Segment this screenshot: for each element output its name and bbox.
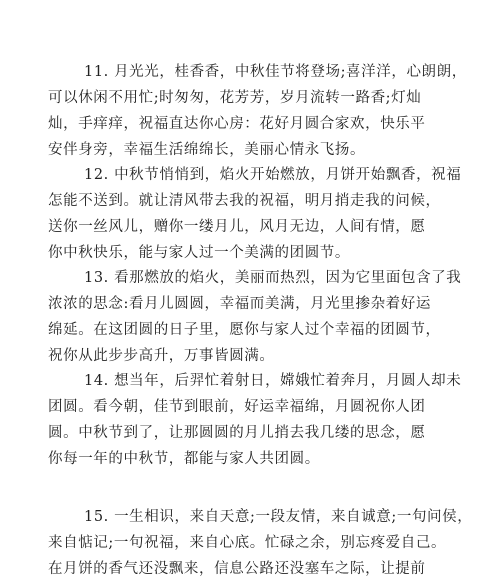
- paragraph-line: 安伴身旁，幸福生活绵绵长，美丽心情永飞扬。: [48, 142, 366, 158]
- paragraph-line: 在月饼的香气还没飘来，信息公路还没塞车之际，让提前: [48, 561, 426, 577]
- paragraph-line: 可以休闲不用忙;时匆匆，花芳芳，岁月流转一路香;灯灿: [48, 90, 422, 106]
- paragraph-line: 圆。中秋节到了，让那圆圆的月儿捎去我几缕的思念，愿: [48, 425, 426, 441]
- paragraph-line: 绵延。在这团圆的日子里，愿你与家人过个幸福的团圆节，: [48, 322, 441, 338]
- paragraph-line: 11. 月光光，桂香香，中秋佳节将登场;喜洋洋，心朗朗，: [84, 64, 467, 80]
- paragraph-line: 15. 一生相识，来自天意;一段友情，来自诚意;一句问侯，: [84, 509, 473, 525]
- paragraph-line: 14. 想当年，后羿忙着射日，嫦娥忙着奔月，月圆人却未: [84, 373, 462, 389]
- paragraph-line: 来自惦记;一句祝福，来自心底。忙碌之余，别忘疼爱自己。: [48, 535, 447, 551]
- paragraph-line: 灿，手痒痒，祝福直达你心房：花好月圆合家欢，快乐平: [48, 116, 426, 132]
- paragraph-line: 你每一年的中秋节，都能与家人共团圆。: [48, 451, 320, 467]
- paragraph-line: 怎能不送到。就让清风带去我的祝福，明月捎走我的问候，: [48, 193, 441, 209]
- paragraph-line: 祝你从此步步高升，万事皆圆满。: [48, 348, 275, 364]
- paragraph-line: 你中秋快乐，能与家人过一个美满的团圆节。: [48, 245, 350, 261]
- paragraph-line: 12. 中秋节悄悄到，焰火开始燃放，月饼开始飘香，祝福: [84, 167, 462, 183]
- paragraph-line: 浓浓的思念:看月儿圆圆，幸福而美满，月光里掺杂着好运: [48, 296, 431, 312]
- paragraph-line: 团圆。看今朝，佳节到眼前，好运幸福绵，月圆祝你人团: [48, 399, 426, 415]
- paragraph-line: 送你一丝风儿，赠你一缕月儿，风月无边，人间有情，愿: [48, 219, 426, 235]
- paragraph-line: 13. 看那燃放的焰火，美丽而热烈，因为它里面包含了我: [84, 270, 462, 286]
